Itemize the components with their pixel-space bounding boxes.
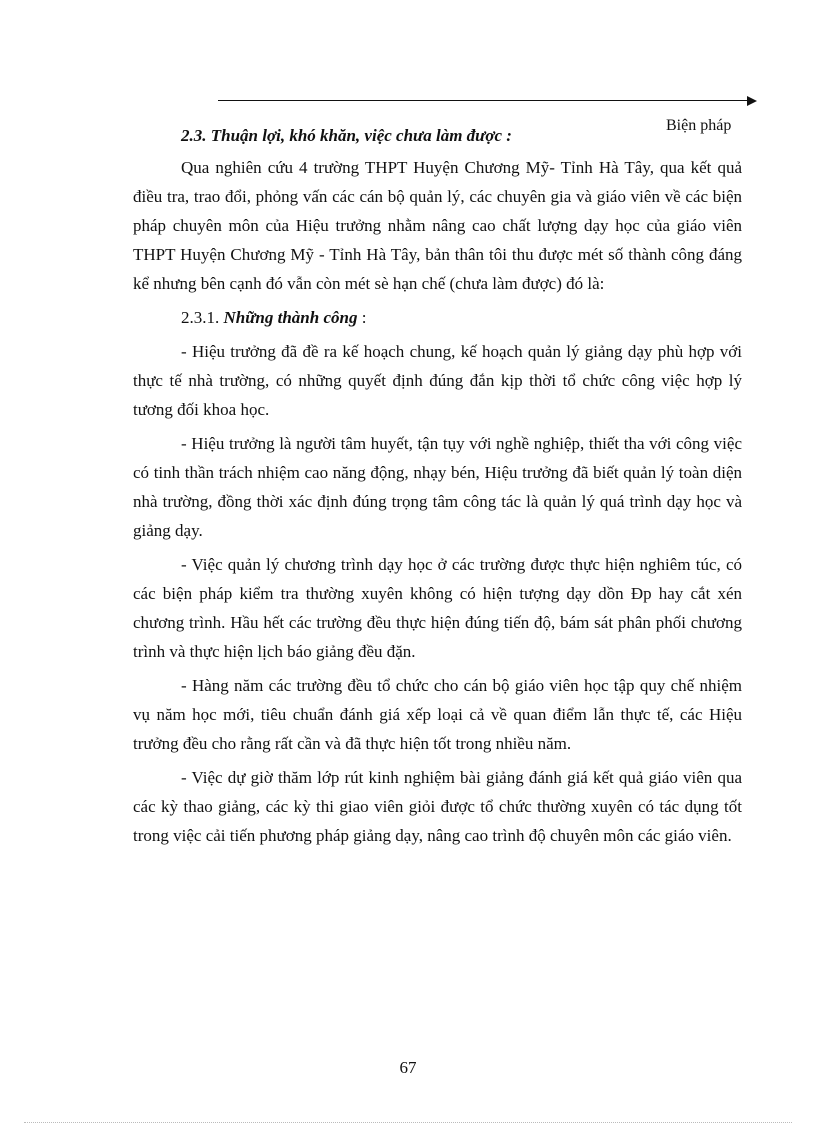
list-item: - Việc quản lý chương trình dạy học ở các trường được thực hiện nghiêm túc, có các biện pháp kiểm tra thường xuyên không có hiện tượng dạy dồn Đp hay cắt xén chương trình. Hầu hết các trường đều thực hiện đúng tiến độ, bám sát phân phối chương trình và thực hiện lịch báo giảng đều đặn. bbox=[133, 555, 742, 661]
section-title: 2.3. Thuận lợi, khó khăn, việc chưa làm được : bbox=[181, 126, 512, 145]
intro-paragraph: Qua nghiên cứu 4 trường THPT Huyện Chương Mỹ- Tỉnh Hà Tây, qua kết quả điều tra, trao đổi, phỏng vấn các cán bộ quản lý, các chuyên gia và giáo viên về các biện pháp chuyên môn của Hiệu trưởng nhằm nâng cao chất lượng dạy học của giáo viên THPT Huyện Chương Mỹ - Tỉnh Hà Tây, bản thân tôi thu được mét số thành công đáng kể nhưng bên cạnh đó vẫn còn mét sè hạn chế (chưa làm được) đó là: bbox=[133, 158, 742, 293]
document-body bbox=[133, 124, 742, 850]
header-rule bbox=[218, 100, 750, 101]
list-item: - Hiệu trưởng đã đề ra kế hoạch chung, kế hoạch quản lý giảng dạy phù hợp với thực tế nhà trường, có những quyết định đúng đắn kịp thời tổ chức công việc hợp lý tương đối khoa học. bbox=[133, 342, 742, 419]
subsection-heading bbox=[133, 303, 742, 332]
subsection-title: Những thành công bbox=[223, 308, 358, 327]
running-head: Biện pháp bbox=[666, 117, 732, 134]
list-item: - Việc dự giờ thăm lớp rút kinh nghiệm bài giảng đánh giá kết quả giáo viên qua các kỳ thao giảng, các kỳ thi giao viên giỏi được tổ chức thường xuyên có tác dụng tốt trong việc cải tiến phương pháp giảng dạy, nâng cao trình độ chuyên môn các giáo viên. bbox=[133, 768, 742, 845]
list-item: - Hiệu trưởng là người tâm huyết, tận tụy với nghề nghiệp, thiết tha với công việc có tinh thần trách nhiệm cao năng động, nhạy bén, Hiệu trưởng đã biết quản lý toàn diện nhà trường, đồng thời xác định đúng trọng tâm công tác là quản lý quá trình dạy học và giảng dạy. bbox=[133, 434, 742, 540]
list-item: - Hàng năm các trường đều tổ chức cho cán bộ giáo viên học tập quy chế nhiệm vụ năm học mới, tiêu chuẩn đánh giá xếp loại cả về quan điểm lẫn thực tế, các Hiệu trưởng đều cho rằng rất cần và đã thực hiện tốt trong nhiều năm. bbox=[133, 676, 742, 753]
subsection-number: 2.3.1. bbox=[181, 308, 220, 327]
arrow-right-icon bbox=[747, 96, 757, 106]
page-number: 67 bbox=[399, 1058, 417, 1077]
subsection-suffix: : bbox=[357, 308, 367, 327]
